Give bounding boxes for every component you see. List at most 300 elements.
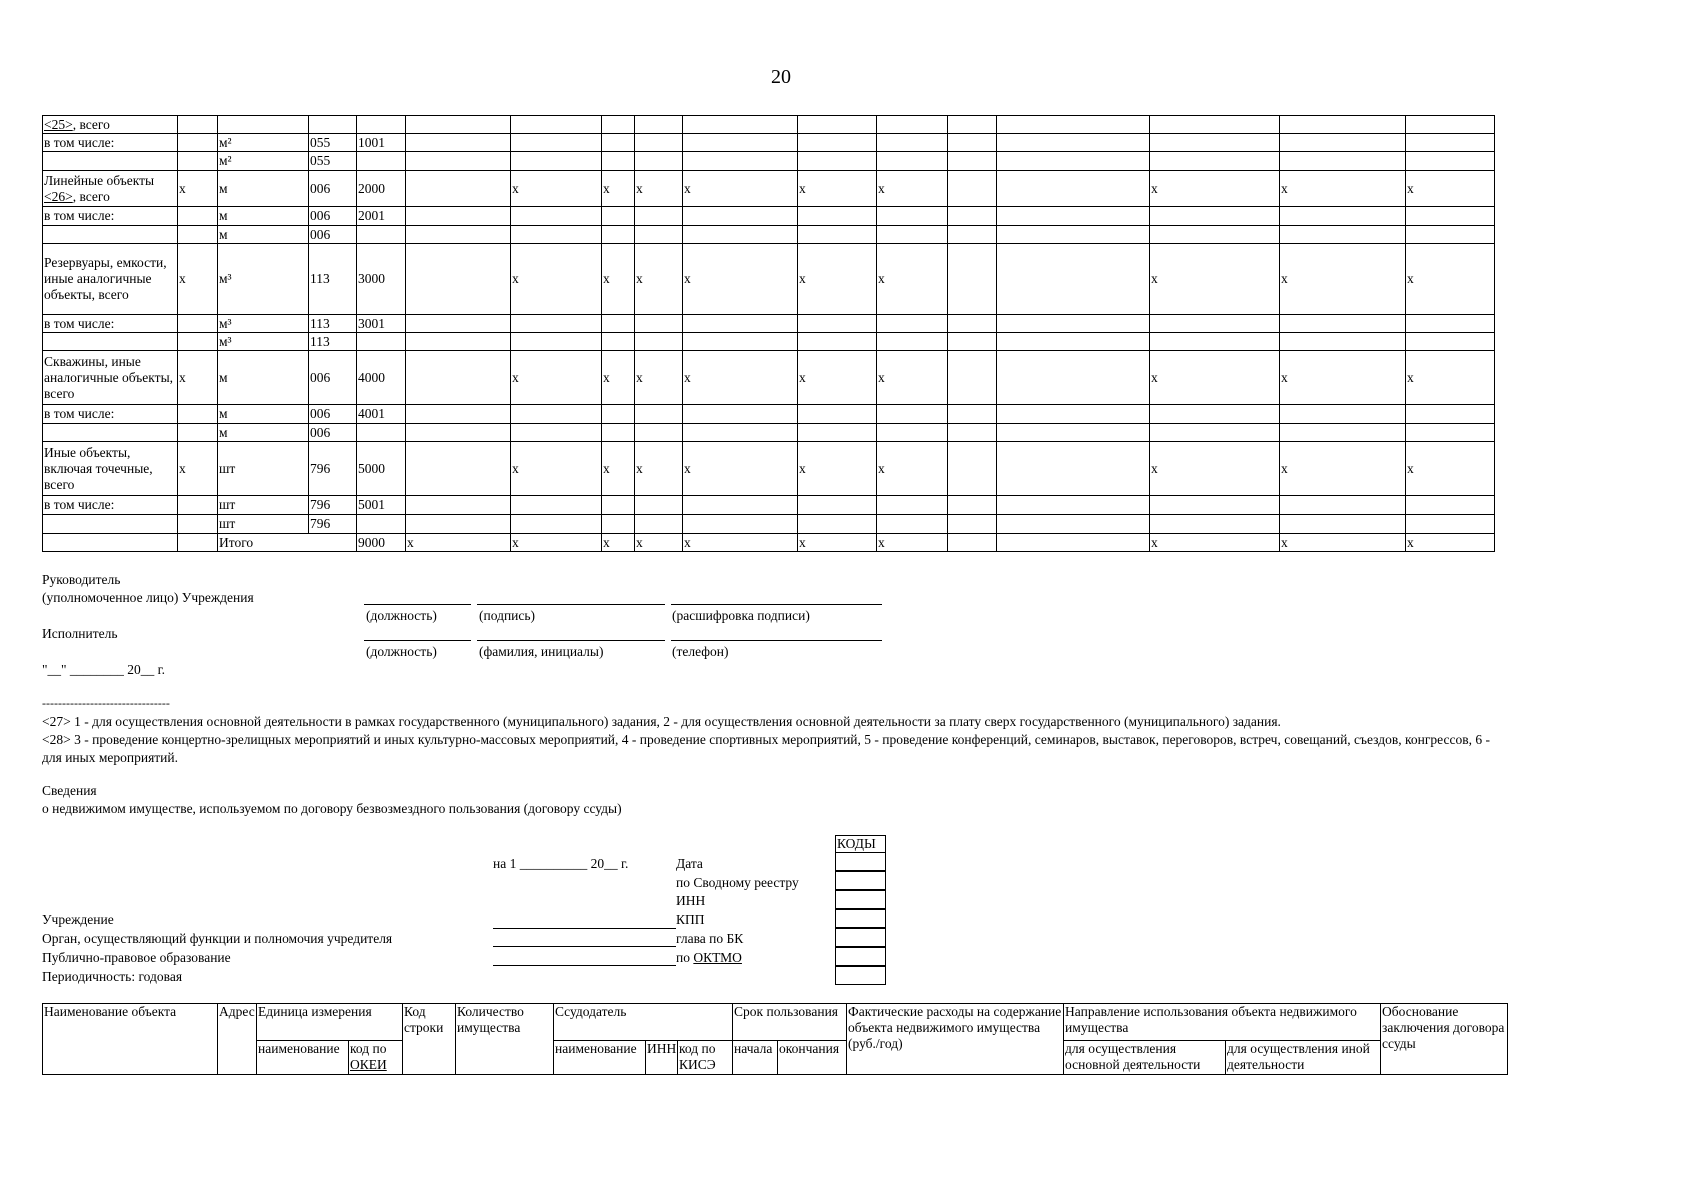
table-cell: [798, 226, 877, 244]
table-cell: [1150, 226, 1280, 244]
table-cell: [997, 496, 1150, 515]
footnote-27: <27> 1 - для осуществления основной деятельности в рамках государственного (муниципального) задания, 2 - для осуществления основной деятельности за плату сверх государственного (муниципального) задания.: [42, 714, 1281, 729]
table-cell: [635, 134, 683, 152]
public-entity-line: [493, 965, 676, 966]
table-cell: [683, 152, 798, 171]
table-row: [43, 405, 1495, 424]
table-cell: [997, 171, 1150, 207]
table-row: [43, 351, 1495, 405]
executor-phone-line: [671, 640, 882, 641]
table-cell: х: [877, 442, 948, 496]
table-cell: [1280, 515, 1406, 534]
table-header-row: [43, 1004, 1508, 1041]
table-cell: х: [511, 244, 602, 315]
table-row: [43, 226, 1495, 244]
table-cell: [948, 116, 997, 134]
institution-line: [493, 928, 676, 929]
table-cell: х: [683, 171, 798, 207]
table-row: [43, 244, 1495, 315]
row-label-cell: в том числе:: [43, 315, 178, 333]
table-cell: [683, 226, 798, 244]
code-box-periodicity[interactable]: [835, 966, 886, 985]
table-cell: м: [218, 171, 309, 207]
table-cell: [602, 116, 635, 134]
table-cell: [602, 496, 635, 515]
table-cell: [511, 315, 602, 333]
table-cell: [1280, 315, 1406, 333]
table-cell: [948, 333, 997, 351]
table-cell: х: [798, 244, 877, 315]
code-box-date[interactable]: [835, 852, 886, 871]
table-cell: [1406, 207, 1495, 226]
code-box-bk[interactable]: [835, 928, 886, 947]
table-cell: шт: [218, 442, 309, 496]
footnote-separator: --------------------------------: [42, 696, 170, 710]
table-cell: х: [602, 351, 635, 405]
unit-code-okei: ОКЕИ: [350, 1057, 387, 1072]
row-label-cell: [43, 152, 178, 171]
table-cell: [511, 496, 602, 515]
table-cell: х: [1280, 442, 1406, 496]
institution-label: Учреждение: [42, 912, 114, 927]
table-cell: 2000: [357, 171, 406, 207]
table-cell: 006: [309, 226, 357, 244]
table-cell: [948, 244, 997, 315]
code-box-registry[interactable]: [835, 871, 886, 890]
table-cell: 006: [309, 171, 357, 207]
decoding-caption: (расшифровка подписи): [672, 608, 810, 623]
col-lender-name: наименование: [554, 1041, 646, 1075]
table-cell: х: [178, 442, 218, 496]
signature-caption: (подпись): [479, 608, 536, 623]
table-cell: х: [798, 442, 877, 496]
table-cell: 006: [309, 405, 357, 424]
table-cell: [635, 152, 683, 171]
col-direction: Направление использования объекта недвижимого имущества: [1064, 1004, 1381, 1041]
table-cell: [683, 207, 798, 226]
table-cell: [1150, 207, 1280, 226]
table-cell: [948, 207, 997, 226]
table-cell: 5000: [357, 442, 406, 496]
page-number: 20: [771, 66, 791, 88]
table-row: [43, 442, 1495, 496]
table-cell: [1280, 226, 1406, 244]
table-cell: [1150, 152, 1280, 171]
table-cell: х: [635, 244, 683, 315]
table-cell: х: [798, 171, 877, 207]
table-cell: [997, 244, 1150, 315]
table-cell: [511, 152, 602, 171]
table-cell: [683, 496, 798, 515]
col-lender: Ссудодатель: [554, 1004, 733, 1041]
table-cell: [602, 152, 635, 171]
table-cell: [178, 226, 218, 244]
table-cell: м: [218, 351, 309, 405]
head-signature-line: [477, 604, 665, 605]
table-cell: [635, 116, 683, 134]
table-cell: 3000: [357, 244, 406, 315]
table-cell: [948, 496, 997, 515]
section-subtitle: о недвижимом имуществе, используемом по договору безвозмездного пользования (договору ссуды): [42, 801, 622, 816]
position-caption: (должность): [366, 608, 437, 623]
table-cell: [178, 405, 218, 424]
table-cell: [406, 244, 511, 315]
col-unit-name: наименование: [257, 1041, 349, 1075]
table-cell: 006: [309, 351, 357, 405]
table-cell: [798, 333, 877, 351]
table-cell: [997, 134, 1150, 152]
executor-name-caption: (фамилия, инициалы): [479, 644, 604, 659]
loan-property-table: [42, 1003, 1508, 1075]
table-cell: х: [602, 171, 635, 207]
table-cell: [406, 351, 511, 405]
table-cell: х: [511, 171, 602, 207]
code-label-registry: по Сводному реестру: [676, 875, 799, 890]
table-cell: [406, 496, 511, 515]
table-cell: [948, 534, 997, 552]
table-cell: м³: [218, 244, 309, 315]
table-cell: х: [1280, 351, 1406, 405]
table-cell: [683, 116, 798, 134]
table-cell: 113: [309, 244, 357, 315]
table-cell: [1406, 515, 1495, 534]
table-cell: [178, 116, 218, 134]
table-cell: х: [1280, 534, 1406, 552]
table-cell: [309, 116, 357, 134]
table-cell: [1406, 116, 1495, 134]
col-term: Срок пользования: [733, 1004, 847, 1041]
table-cell: [997, 351, 1150, 405]
table-cell: [798, 116, 877, 134]
table-cell: [511, 424, 602, 442]
table-subheader-row: [43, 1041, 1508, 1075]
table-cell: [997, 333, 1150, 351]
table-cell: х: [683, 442, 798, 496]
table-cell: м: [218, 226, 309, 244]
table-cell: [877, 405, 948, 424]
table-cell: [357, 226, 406, 244]
col-direction-other: для осуществления иной деятельности: [1226, 1041, 1381, 1075]
table-cell: х: [511, 351, 602, 405]
table-cell: [406, 171, 511, 207]
table-cell: х: [1280, 244, 1406, 315]
table-cell: [635, 496, 683, 515]
table-cell: х: [602, 244, 635, 315]
footnote-ref[interactable]: <26>: [44, 188, 73, 204]
row-label-cell: [43, 534, 178, 552]
table-cell: [1280, 424, 1406, 442]
table-cell: [997, 405, 1150, 424]
row-label-cell: <25>, всего: [43, 116, 178, 134]
table-cell: х: [178, 351, 218, 405]
table-cell: х: [1150, 534, 1280, 552]
head-label-2: (уполномоченное лицо) Учреждения: [42, 590, 254, 605]
table-cell: х: [635, 171, 683, 207]
executor-position-line: [364, 640, 471, 641]
table-cell: [798, 496, 877, 515]
table-cell: [1280, 116, 1406, 134]
table-cell: [511, 207, 602, 226]
table-cell: х: [798, 534, 877, 552]
table-cell: [948, 134, 997, 152]
row-label-cell: Линейные объекты <26>, всего: [43, 171, 178, 207]
table-cell: [1280, 134, 1406, 152]
table-cell: [178, 496, 218, 515]
code-label-inn: ИНН: [676, 893, 706, 908]
table-cell: х: [635, 534, 683, 552]
table-row: [43, 496, 1495, 515]
table-row: [43, 134, 1495, 152]
col-justification: Обоснование заключения договора ссуды: [1381, 1004, 1508, 1075]
table-row: [43, 171, 1495, 207]
table-cell: [683, 134, 798, 152]
table-cell: [683, 515, 798, 534]
table-cell: [1150, 515, 1280, 534]
unit-code-prefix: код по: [350, 1041, 387, 1056]
table-cell: [877, 134, 948, 152]
table-cell: [877, 496, 948, 515]
table-cell: [1406, 226, 1495, 244]
table-cell: х: [798, 351, 877, 405]
report-date-field: на 1 __________ 20__ г.: [493, 856, 629, 871]
codes-header: КОДЫ: [835, 835, 886, 852]
table-cell: [357, 116, 406, 134]
table-cell: [357, 152, 406, 171]
table-cell: м: [218, 424, 309, 442]
row-label-cell: [43, 333, 178, 351]
table-cell: шт: [218, 496, 309, 515]
table-row: [43, 534, 1495, 552]
founder-body-line: [493, 946, 676, 947]
table-cell: [406, 442, 511, 496]
table-cell: 3001: [357, 315, 406, 333]
table-cell: 113: [309, 315, 357, 333]
table-cell: м²: [218, 152, 309, 171]
table-cell: х: [1150, 442, 1280, 496]
section-title: Сведения: [42, 783, 97, 798]
table-cell: [1280, 496, 1406, 515]
oktmo-prefix: по: [676, 950, 690, 965]
table-cell: [635, 226, 683, 244]
table-cell: [997, 424, 1150, 442]
executor-name-line: [477, 640, 665, 641]
table-cell: [798, 515, 877, 534]
table-cell: [511, 333, 602, 351]
table-cell: [406, 405, 511, 424]
table-cell: х: [877, 171, 948, 207]
footnote-28: <28> 3 - проведение концертно-зрелищных мероприятий и иных культурно-массовых мероприятий, 4 - проведение спортивных мероприятий, 5 - проведение конференций, семинаров, выставок, переговоров, встреч, совещаний, съездов, конгрессов, 6 - для иных мероприятий.: [42, 732, 1490, 765]
code-label-date: Дата: [676, 856, 703, 871]
table-cell: [1150, 315, 1280, 333]
table-cell: [948, 315, 997, 333]
table-cell: [602, 226, 635, 244]
table-cell: 796: [309, 496, 357, 515]
table-row: [43, 116, 1495, 134]
table-row: [43, 515, 1495, 534]
table-cell: 9000: [357, 534, 406, 552]
code-label-kpp: КПП: [676, 912, 705, 927]
table-cell: [877, 116, 948, 134]
table-cell: [877, 226, 948, 244]
table-cell: [602, 515, 635, 534]
table-cell: х: [877, 351, 948, 405]
table-cell: [1150, 424, 1280, 442]
table-cell: 796: [309, 515, 357, 534]
table-cell: х: [635, 351, 683, 405]
table-cell: [877, 424, 948, 442]
table-cell: [602, 207, 635, 226]
table-cell: [1150, 333, 1280, 351]
table-cell: х: [877, 244, 948, 315]
table-cell: [1406, 496, 1495, 515]
col-unit: Единица измерения: [257, 1004, 403, 1041]
signature-date: "__" ________ 20__ г.: [42, 662, 166, 677]
property-table: [42, 115, 1495, 552]
col-address: Адрес: [218, 1004, 257, 1075]
table-cell: [635, 207, 683, 226]
table-cell: 4000: [357, 351, 406, 405]
table-cell: м: [218, 207, 309, 226]
table-cell: [1280, 333, 1406, 351]
table-cell: х: [602, 534, 635, 552]
table-cell: х: [1280, 171, 1406, 207]
table-cell: 006: [309, 207, 357, 226]
table-cell: [406, 207, 511, 226]
table-cell: 1001: [357, 134, 406, 152]
code-box-oktmo[interactable]: [835, 947, 886, 966]
table-cell: [1150, 134, 1280, 152]
table-cell: [178, 515, 218, 534]
table-cell: [1406, 333, 1495, 351]
table-cell: 006: [309, 424, 357, 442]
table-row: [43, 315, 1495, 333]
table-cell: [877, 315, 948, 333]
table-cell: х: [1150, 244, 1280, 315]
table-cell: х: [511, 442, 602, 496]
table-cell: [948, 424, 997, 442]
founder-body-label: Орган, осуществляющий функции и полномочия учредителя: [42, 931, 393, 946]
table-cell: [511, 116, 602, 134]
table-cell: [997, 315, 1150, 333]
table-cell: [602, 405, 635, 424]
col-expenses: Фактические расходы на содержание объекта недвижимого имущества (руб./год): [847, 1004, 1064, 1075]
table-cell: х: [511, 534, 602, 552]
table-cell: [798, 405, 877, 424]
row-label-cell: в том числе:: [43, 496, 178, 515]
code-box-inn[interactable]: [835, 890, 886, 909]
row-label-cell: Иные объекты, включая точечные, всего: [43, 442, 178, 496]
table-cell: х: [1406, 351, 1495, 405]
table-cell: [1280, 405, 1406, 424]
row-label-cell: Скважины, иные аналогичные объекты, всего: [43, 351, 178, 405]
table-cell: [218, 116, 309, 134]
table-cell: 113: [309, 333, 357, 351]
table-cell: [948, 515, 997, 534]
table-cell: шт: [218, 515, 309, 534]
row-label-cell: в том числе:: [43, 207, 178, 226]
table-cell: [1150, 116, 1280, 134]
table-cell: [798, 134, 877, 152]
table-cell: [1406, 152, 1495, 171]
executor-phone-caption: (телефон): [672, 644, 729, 659]
table-cell: [997, 442, 1150, 496]
col-object-name: Наименование объекта: [43, 1004, 218, 1075]
table-cell: [602, 315, 635, 333]
row-label-cell: Резервуары, емкости, иные аналогичные объекты, всего: [43, 244, 178, 315]
table-cell: [635, 315, 683, 333]
col-lender-kise: код по КИСЭ: [678, 1041, 733, 1075]
footnote-ref[interactable]: <25>: [44, 116, 73, 132]
code-label-oktmo: [676, 949, 742, 966]
table-cell: 796: [309, 442, 357, 496]
table-cell: х: [406, 534, 511, 552]
table-cell: [406, 333, 511, 351]
table-cell: [948, 405, 997, 424]
table-cell: [997, 116, 1150, 134]
table-cell: [178, 534, 218, 552]
table-cell: [178, 424, 218, 442]
table-cell: 055: [309, 134, 357, 152]
table-row: [43, 207, 1495, 226]
table-cell: [877, 515, 948, 534]
table-cell: х: [178, 171, 218, 207]
code-label-bk: глава по БК: [676, 931, 744, 946]
table-cell: [997, 515, 1150, 534]
table-cell: [683, 424, 798, 442]
table-cell: [683, 333, 798, 351]
table-cell: [602, 134, 635, 152]
table-cell: [511, 134, 602, 152]
table-cell: х: [635, 442, 683, 496]
table-cell: х: [602, 442, 635, 496]
col-lender-inn: ИНН: [646, 1041, 678, 1075]
col-term-start: начала: [733, 1041, 778, 1075]
table-cell: х: [1406, 442, 1495, 496]
table-cell: [602, 424, 635, 442]
periodicity-label: Периодичность: годовая: [42, 969, 183, 984]
table-cell: [948, 351, 997, 405]
table-cell: [798, 315, 877, 333]
table-cell: [406, 424, 511, 442]
table-cell: х: [683, 534, 798, 552]
table-cell: [997, 207, 1150, 226]
table-cell: х: [683, 244, 798, 315]
table-cell: [1280, 152, 1406, 171]
row-label-cell: в том числе:: [43, 134, 178, 152]
row-label-cell: [43, 424, 178, 442]
table-cell: [683, 405, 798, 424]
table-cell: [406, 226, 511, 244]
table-cell: х: [1150, 171, 1280, 207]
table-cell: [635, 515, 683, 534]
table-cell: [635, 405, 683, 424]
table-cell: [948, 226, 997, 244]
table-cell: [1280, 207, 1406, 226]
table-cell: [406, 515, 511, 534]
table-cell: [948, 152, 997, 171]
table-cell: х: [1406, 244, 1495, 315]
table-cell: м: [218, 405, 309, 424]
table-cell: [178, 315, 218, 333]
table-cell: х: [877, 534, 948, 552]
table-cell: [178, 152, 218, 171]
table-cell: [1406, 424, 1495, 442]
col-direction-main: для осуществления основной деятельности: [1064, 1041, 1226, 1075]
table-cell: [357, 515, 406, 534]
code-box-kpp[interactable]: [835, 909, 886, 928]
executor-position-caption: (должность): [366, 644, 437, 659]
table-cell: м²: [218, 134, 309, 152]
